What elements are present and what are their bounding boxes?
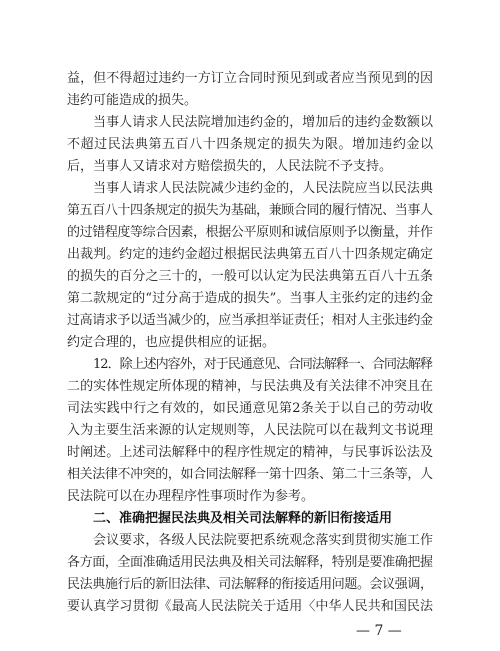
text-line: 约定合理的，也应提供相应的证据。 (67, 335, 276, 350)
section-heading: 二、准确把握民法典及相关司法解释的新旧衔接适用 (93, 511, 393, 526)
text-line: 的损失的百分之三十的，一般可以认定为民法典第五百八十五条 (67, 269, 434, 284)
text-line: 当事人请求人民法院增加违约金的，增加后的违约金数额以 (93, 115, 434, 130)
text-line: 当事人请求人民法院减少违约金的，人民法院应当以民法典 (93, 181, 434, 196)
text-line: 的过错程度等综合因素，根据公平原则和诚信原则予以衡量，并作 (67, 225, 433, 240)
text-line: 要认真学习贯彻《最高人民法院关于适用〈中华人民共和国民法 (67, 599, 434, 614)
text-line: 后，当事人又请求对方赔偿损失的，人民法院不予支持。 (67, 159, 393, 174)
paragraph (67, 178, 433, 354)
paragraph (67, 354, 433, 508)
text-line: 过高请求予以适当减少的，应当承担举证责任；相对人主张违约金 (67, 313, 433, 328)
text-line: 司法实践中行之有效的，如民通意见第2条关于以自己的劳动收 (67, 401, 434, 416)
text-line: 第二款规定的“过分高于造成的损失”。当事人主张约定的违约金 (67, 291, 434, 306)
text-line: 会议要求，各级人民法院要把系统观念落实到贯彻实施工作 (93, 533, 434, 548)
text-line: 12．除上述内容外，对于民通意见、合同法解释一、合同法解释 (93, 357, 433, 372)
text-line: 益，但不得超过违约一方订立合同时预见到或者应当预见到的因 (67, 71, 434, 86)
text-line: 民法典施行后的新旧法律、司法解释的衔接适用问题。会议强调， (67, 577, 433, 592)
text-line: 违约可能造成的损失。 (67, 93, 198, 108)
paragraph (67, 112, 433, 178)
page-number: — 7 — (356, 623, 402, 639)
text-line: 第五百八十四条规定的损失为基础，兼顾合同的履行情况、当事人 (67, 203, 433, 218)
text-line: 入为主要生活来源的认定规则等，人民法院可以在裁判文书说理 (67, 423, 434, 438)
text-line: 出裁判。约定的违约金超过根据民法典第五百八十四条规定确定 (67, 247, 434, 262)
text-line: 不超过民法典第五百八十四条规定的损失为限。增加违约金以 (67, 137, 434, 152)
paragraph (67, 530, 433, 618)
text-line: 民法院可以在办理程序性事项时作为参考。 (67, 489, 315, 504)
document-page (67, 68, 433, 618)
paragraph (67, 68, 433, 112)
text-line: 时阐述。上述司法解释中的程序性规定的精神，与民事诉讼法及 (67, 445, 434, 460)
text-line: 二的实体性规定所体现的精神，与民法典及有关法律不冲突且在 (67, 379, 434, 394)
text-line: 各方面，全面准确适用民法典及相关司法解释，特别是要准确把握 (67, 555, 433, 570)
text-line: 相关法律不冲突的，如合同法解释一第十四条、第二十三条等，人 (67, 467, 433, 482)
